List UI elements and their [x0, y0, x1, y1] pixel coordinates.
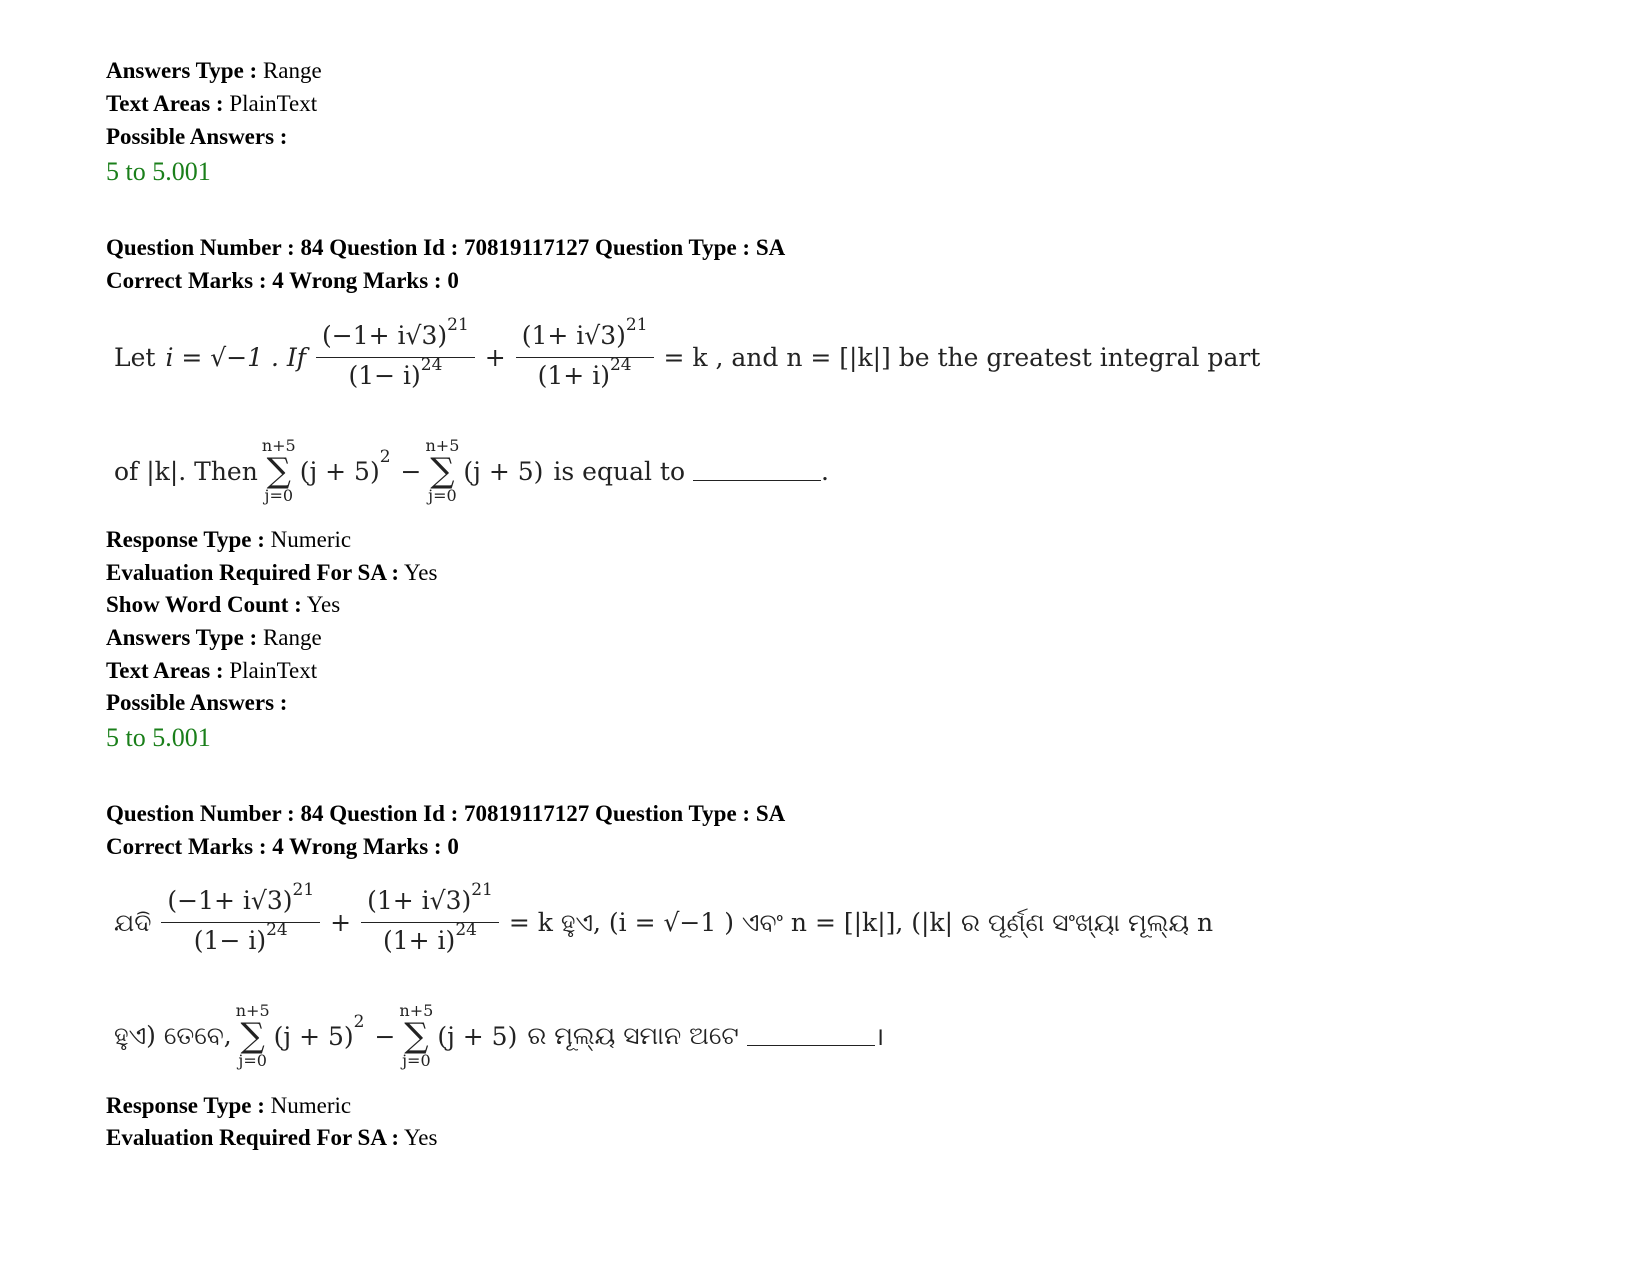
math-text: = k , and n = [|k|] be the greatest integral part [663, 343, 1261, 372]
math-text: ହୁଏ) ତେବେ, [114, 1021, 232, 1050]
answer-blank [693, 462, 821, 481]
fraction: $\frac{(-1+ i√3)^{21}}{(1- i)^{24}}$ [161, 883, 320, 962]
possible-answers-label: Possible Answers : [106, 124, 288, 149]
marks-header: Correct Marks : 4 Wrong Marks : 0 [106, 834, 459, 859]
answer-blank [747, 1027, 875, 1046]
evaluation-required-row: Evaluation Required For SA : Yes [106, 1125, 438, 1150]
fraction: $\frac{(1+ i√3)^{21}}{(1+ i)^{24}}$ [516, 318, 654, 397]
answers-type-row: Answers Type : Range [106, 58, 322, 83]
question-math-line2: of |k|. Then n+5 ∑ j=0 (j + 5) 2 − n+5 ∑ j=0 (j + 5) is equal to . [114, 436, 829, 505]
question-math-line2-odia: ହୁଏ) ତେବେ, n+5 ∑ j=0 (j + 5) 2 − n+5 ∑ j=0 (j + 5) ର ମୂଲ୍ୟ ସମାନ ଅଟେ । [114, 1001, 885, 1070]
fraction: $\frac{(-1+ i√3)^{21}}{(1- i)^{24}}$ [316, 318, 475, 397]
response-type-row: Response Type : Numeric [106, 527, 352, 552]
math-text: + [484, 343, 506, 372]
possible-answers-value: 5 to 5.001 [106, 723, 211, 752]
evaluation-required-row: Evaluation Required For SA : Yes [106, 560, 438, 585]
text-areas-row: Text Areas : PlainText [106, 658, 318, 683]
question-header: Question Number : 84 Question Id : 70819117127 Question Type : SA [106, 235, 786, 260]
math-text: is equal to [553, 456, 686, 486]
question-header: Question Number : 84 Question Id : 70819117127 Question Type : SA [106, 801, 786, 826]
response-type-row: Response Type : Numeric [106, 1093, 352, 1118]
possible-answers-label: Possible Answers : [106, 690, 288, 715]
summation: n+5 ∑ j=0 [235, 1001, 270, 1070]
text-areas-row: Text Areas : PlainText [106, 91, 318, 116]
summation: n+5 ∑ j=0 [425, 436, 460, 505]
math-text: i = √−1 . If [165, 343, 307, 372]
question-math-line1-odia: ଯଦି $\frac{(-1+ i√3)^{21}}{(1- i)^{24}}$ + $\frac{(1+ i√3)^{21}}{(1+ i)^{24}}$ = k ହୁଏ, (i = √−1 ) ଏବଂ n = [|k|], (|k| ର ପୂର୍ଣ୍ଣ ସଂଖ୍ୟା ମୂଲ୍ୟ n [114, 875, 1364, 985]
question-math-line1 [114, 310, 1364, 420]
math-text: = k ହୁଏ, (i = √−1 ) ଏବଂ n = [|k|], (|k| ର ପୂର୍ଣ୍ଣ ସଂଖ୍ୟା ମୂଲ୍ୟ n [508, 907, 1214, 937]
math-text: ଯଦି [114, 907, 152, 937]
fraction: $\frac{(1+ i√3)^{21}}{(1+ i)^{24}}$ [361, 883, 499, 962]
answers-type-row: Answers Type : Range [106, 625, 322, 650]
math-text: of |k|. Then [114, 456, 258, 486]
document-page [106, 0, 1606, 1275]
math-text: Let [114, 343, 156, 372]
marks-header: Correct Marks : 4 Wrong Marks : 0 [106, 268, 459, 293]
summation: n+5 ∑ j=0 [399, 1001, 434, 1070]
show-word-count-row: Show Word Count : Yes [106, 592, 341, 617]
possible-answers-value: 5 to 5.001 [106, 157, 211, 186]
summation: n+5 ∑ j=0 [261, 436, 296, 505]
math-text: ର ମୂଲ୍ୟ ସମାନ ଅଟେ [527, 1021, 739, 1050]
